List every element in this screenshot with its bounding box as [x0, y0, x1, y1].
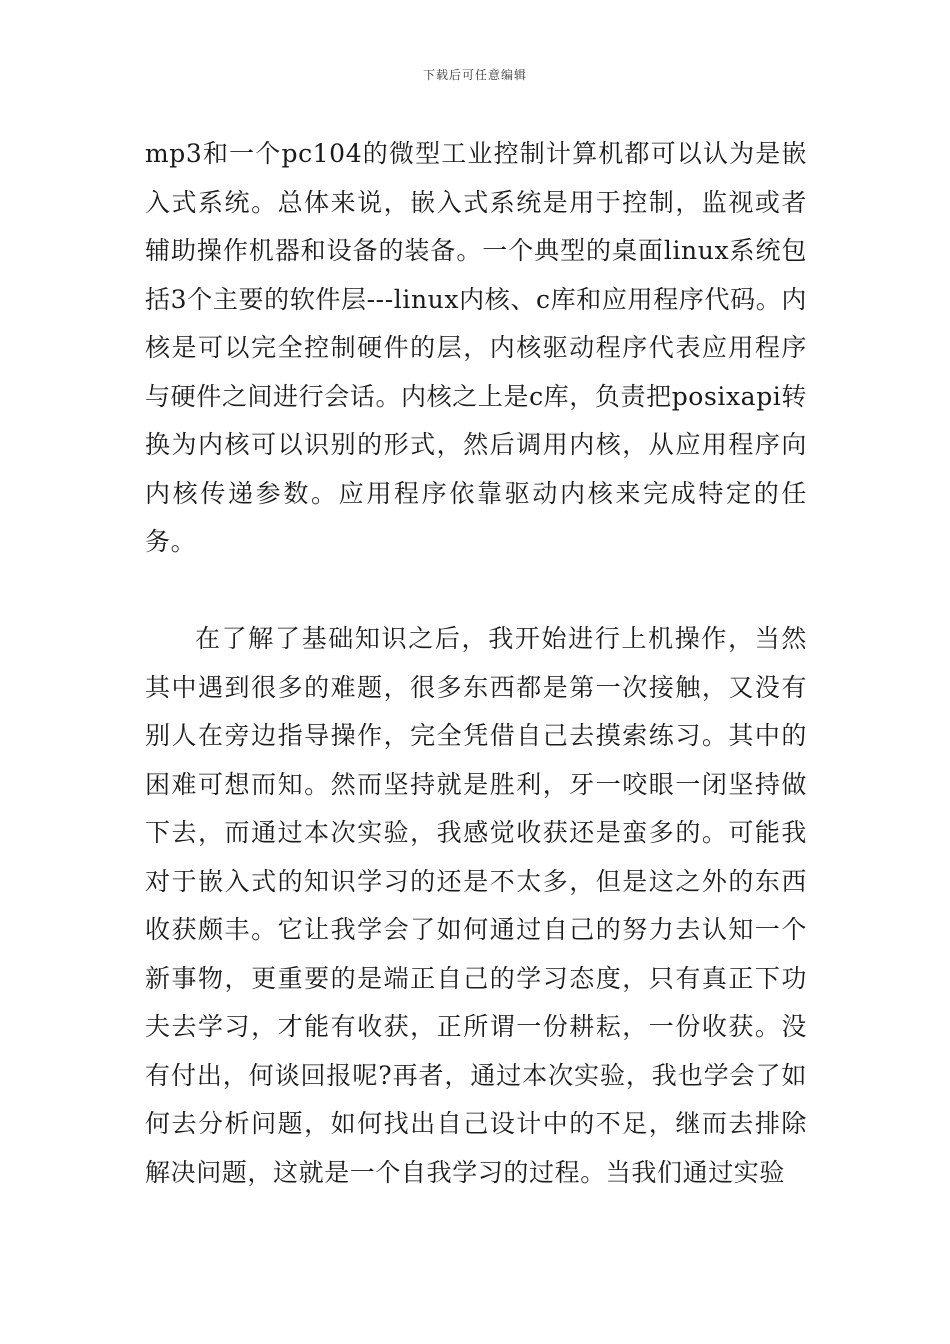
page-header: 下载后可任意编辑	[422, 68, 527, 82]
paragraph-spacer	[145, 567, 807, 616]
paragraph-1: mp3和一个pc104的微型工业控制计算机都可以认为是嵌入式系统。总体来说，嵌入式系统是用于控制，监视或者辅助操作机器和设备的装备。一个典型的桌面linux系统包括3个主要的软件层---linux内核、c库和应用程序代码。内核是可以完全控制硬件的层，内核驱动程序代表应用程序与硬件之间进行会话。内核之上是c库，负责把posixapi转换为内核可以识别的形式，然后调用内核，从应用程序向内核传递参数。应用程序依靠驱动内核来完成特定的任务。	[145, 139, 807, 556]
paragraph-2: 在了解了基础知识之后，我开始进行上机操作，当然其中遇到很多的难题，很多东西都是第一次接触，又没有别人在旁边指导操作，完全凭借自己去摸索练习。其中的困难可想而知。然而坚持就是胜利，牙一咬眼一闭坚持做下去，而通过本次实验，我感觉收获还是蛮多的。可能我对于嵌入式的知识学习的还是不太多，但是这之外的东西收获颇丰。它让我学会了如何通过自己的努力去认知一个新事物，更重要的是端正自己的学习态度，只有真正下功夫去学习，才能有收获，正所谓一份耕耘，一份收获。没有付出，何谈回报呢?再者，通过本次实验，我也学会了如何去分析问题，如何找出自己设计中的不足，继而去排除解决问题，这就是一个自我学习的过程。当我们通过实验	[145, 624, 807, 1187]
document-body	[145, 130, 807, 1197]
